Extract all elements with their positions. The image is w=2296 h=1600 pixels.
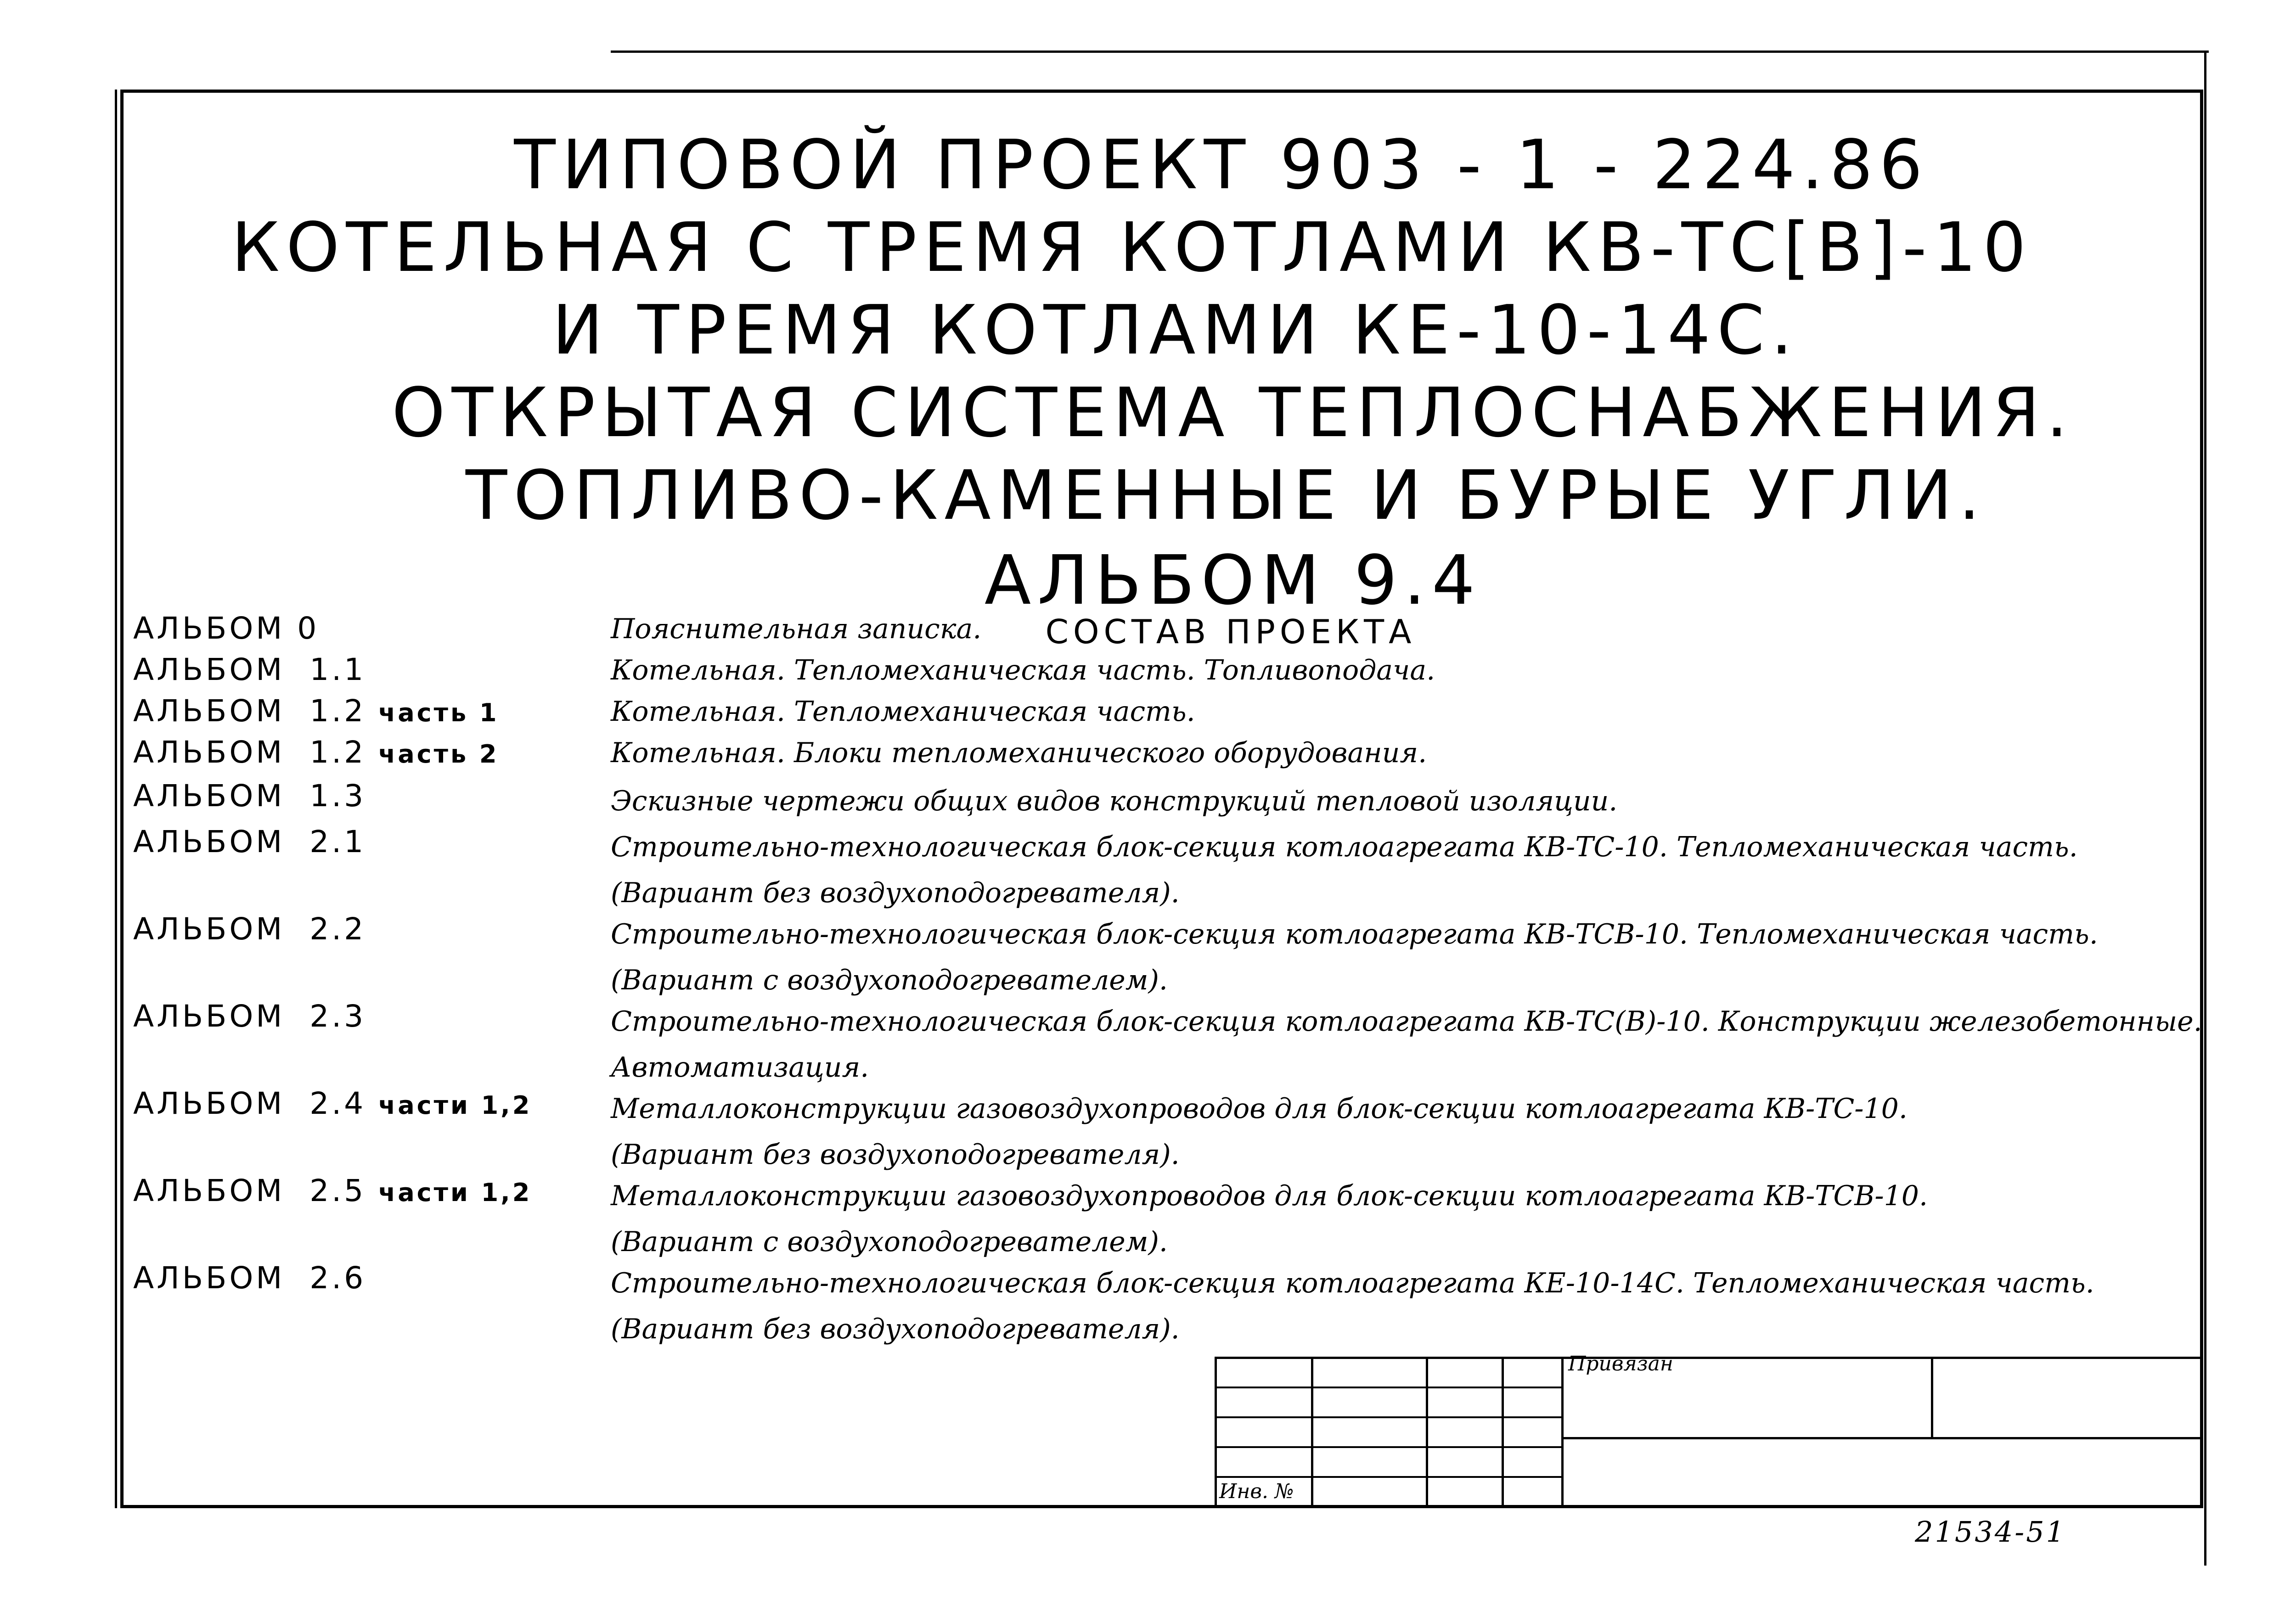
album-label: АЛЬБОМ [133,1086,285,1121]
album-label: АЛЬБОМ [133,778,285,814]
document-number: 21534-51 [1915,1515,2066,1549]
album-label: АЛЬБОМ [133,693,285,729]
title-line-2: КОТЕЛЬНАЯ С ТРЕМЯ КОТЛАМИ КВ-ТС[В]-10 [231,208,2033,287]
album-description: Металлоконструкции газовоздухопроводов для блок-секции котлоагрегата КВ-ТС-10. [611,1093,1908,1125]
album-description: Строительно-технологическая блок-секция котлоагрегата КВ-ТСВ-10. Тепломеханическая часть. [611,918,2098,950]
stamp-table [1215,1352,2203,1508]
list-item [133,911,2181,999]
album-description-note: (Вариант с воздухоподогревателем). [611,964,1168,996]
title-line-4: ОТКРЫТАЯ СИСТЕМА ТЕПЛОСНАБЖЕНИЯ. [392,373,2074,452]
album-label: АЛЬБОМ [133,824,285,859]
list-item [133,1086,2181,1173]
album-number: 2.1 [310,824,366,859]
stamp-divider [1561,1357,1564,1508]
title-line-5: ТОПЛИВО-КАМЕННЫЕ И БУРЫЕ УГЛИ. [465,456,1987,535]
album-description: Котельная. Блоки тепломеханического оборудования. [611,737,1427,769]
album-number: 1.2 [310,693,366,729]
album-part: части 1,2 [378,1091,532,1120]
album-description-note: Автоматизация. [611,1051,869,1084]
title-block [120,125,2203,666]
album-description: Строительно-технологическая блок-секция котлоагрегата КЕ-10-14С. Тепломеханическая часть. [611,1267,2094,1299]
album-label: АЛЬБОМ [133,1173,285,1208]
album-part: часть 1 [378,698,499,727]
stamp-left-border [1215,1357,1217,1508]
stamp-divider [1215,1387,1564,1388]
inv-number-label: Инв. № [1219,1480,1294,1503]
album-label: АЛЬБОМ [133,611,285,646]
album-part: части 1,2 [378,1178,532,1207]
right-scan-line [2204,51,2206,1566]
album-description: Котельная. Тепломеханическая часть. [611,696,1195,728]
list-item [133,999,2202,1086]
album-description: Металлоконструкции газовоздухопроводов для блок-секции котлоагрегата КВ-ТСВ-10. [611,1180,1928,1212]
contents-heading: СОСТАВ ПРОЕКТА [1045,612,1416,651]
stamp-divider [1931,1357,1933,1438]
album-number: 2.4 [310,1086,366,1121]
album-number: 1.3 [310,778,366,814]
album-description: Пояснительная записка. [611,613,982,645]
album-label: АЛЬБОМ [133,911,285,947]
top-scan-line [611,51,2209,53]
stamp-right-border [2201,1357,2203,1508]
list-item [133,778,2181,824]
album-label: АЛЬБОМ [133,735,285,770]
album-number: 2.6 [310,1260,366,1296]
album-label: АЛЬБОМ [133,652,285,687]
album-number: 2.5 [310,1173,366,1208]
stamp-top-border [1215,1357,2203,1359]
list-item [133,1260,2181,1347]
list-item [133,611,2181,652]
album-number: 2.3 [310,999,366,1034]
list-item [133,735,2181,778]
title-line-3: И ТРЕМЯ КОТЛАМИ КЕ-10-14С. [552,291,1799,370]
left-scan-line [115,90,117,1508]
stamp-divider [1311,1357,1313,1508]
stamp-divider [1502,1357,1504,1508]
album-number: 0 [297,611,320,646]
title-line-1: ТИПОВОЙ ПРОЕКТ 903 - 1 - 224.86 [514,125,1929,204]
album-description: Эскизные чертежи общих видов конструкций тепловой изоляции. [611,785,1618,817]
album-number: 1.2 [310,735,366,770]
stamp-divider [1215,1476,1564,1478]
list-item [133,1173,2181,1260]
album-description: Строительно-технологическая блок-секция котлоагрегата КВ-ТС-10. Тепломеханическая часть. [611,831,2078,863]
album-description-note: (Вариант без воздухоподогревателя). [611,1139,1180,1171]
privyazan-label: Привязан [1568,1352,1673,1375]
stamp-divider [1561,1437,2203,1439]
album-part: часть 2 [378,740,499,769]
album-description: Строительно-технологическая блок-секция котлоагрегата КВ-ТС(В)-10. Конструкции железобетонные. [611,1005,2202,1038]
list-item [133,652,2181,693]
album-description-note: (Вариант без воздухоподогревателя). [611,877,1180,909]
album-title: АЛЬБОМ 9.4 [984,541,1482,620]
album-description-note: (Вариант без воздухоподогревателя). [611,1313,1180,1345]
contents-list [133,611,2202,1347]
stamp-divider [1215,1416,1564,1418]
album-number: 2.2 [310,911,366,947]
stamp-divider [1426,1357,1428,1508]
stamp-divider [1215,1446,1564,1448]
album-description: Котельная. Тепломеханическая часть. Топливоподача. [611,654,1435,686]
album-number: 1.1 [310,652,366,687]
album-label: АЛЬБОМ [133,999,285,1034]
list-item [133,693,2181,735]
list-item [133,824,2181,911]
album-label: АЛЬБОМ [133,1260,285,1296]
album-description-note: (Вариант с воздухоподогревателем). [611,1226,1168,1258]
